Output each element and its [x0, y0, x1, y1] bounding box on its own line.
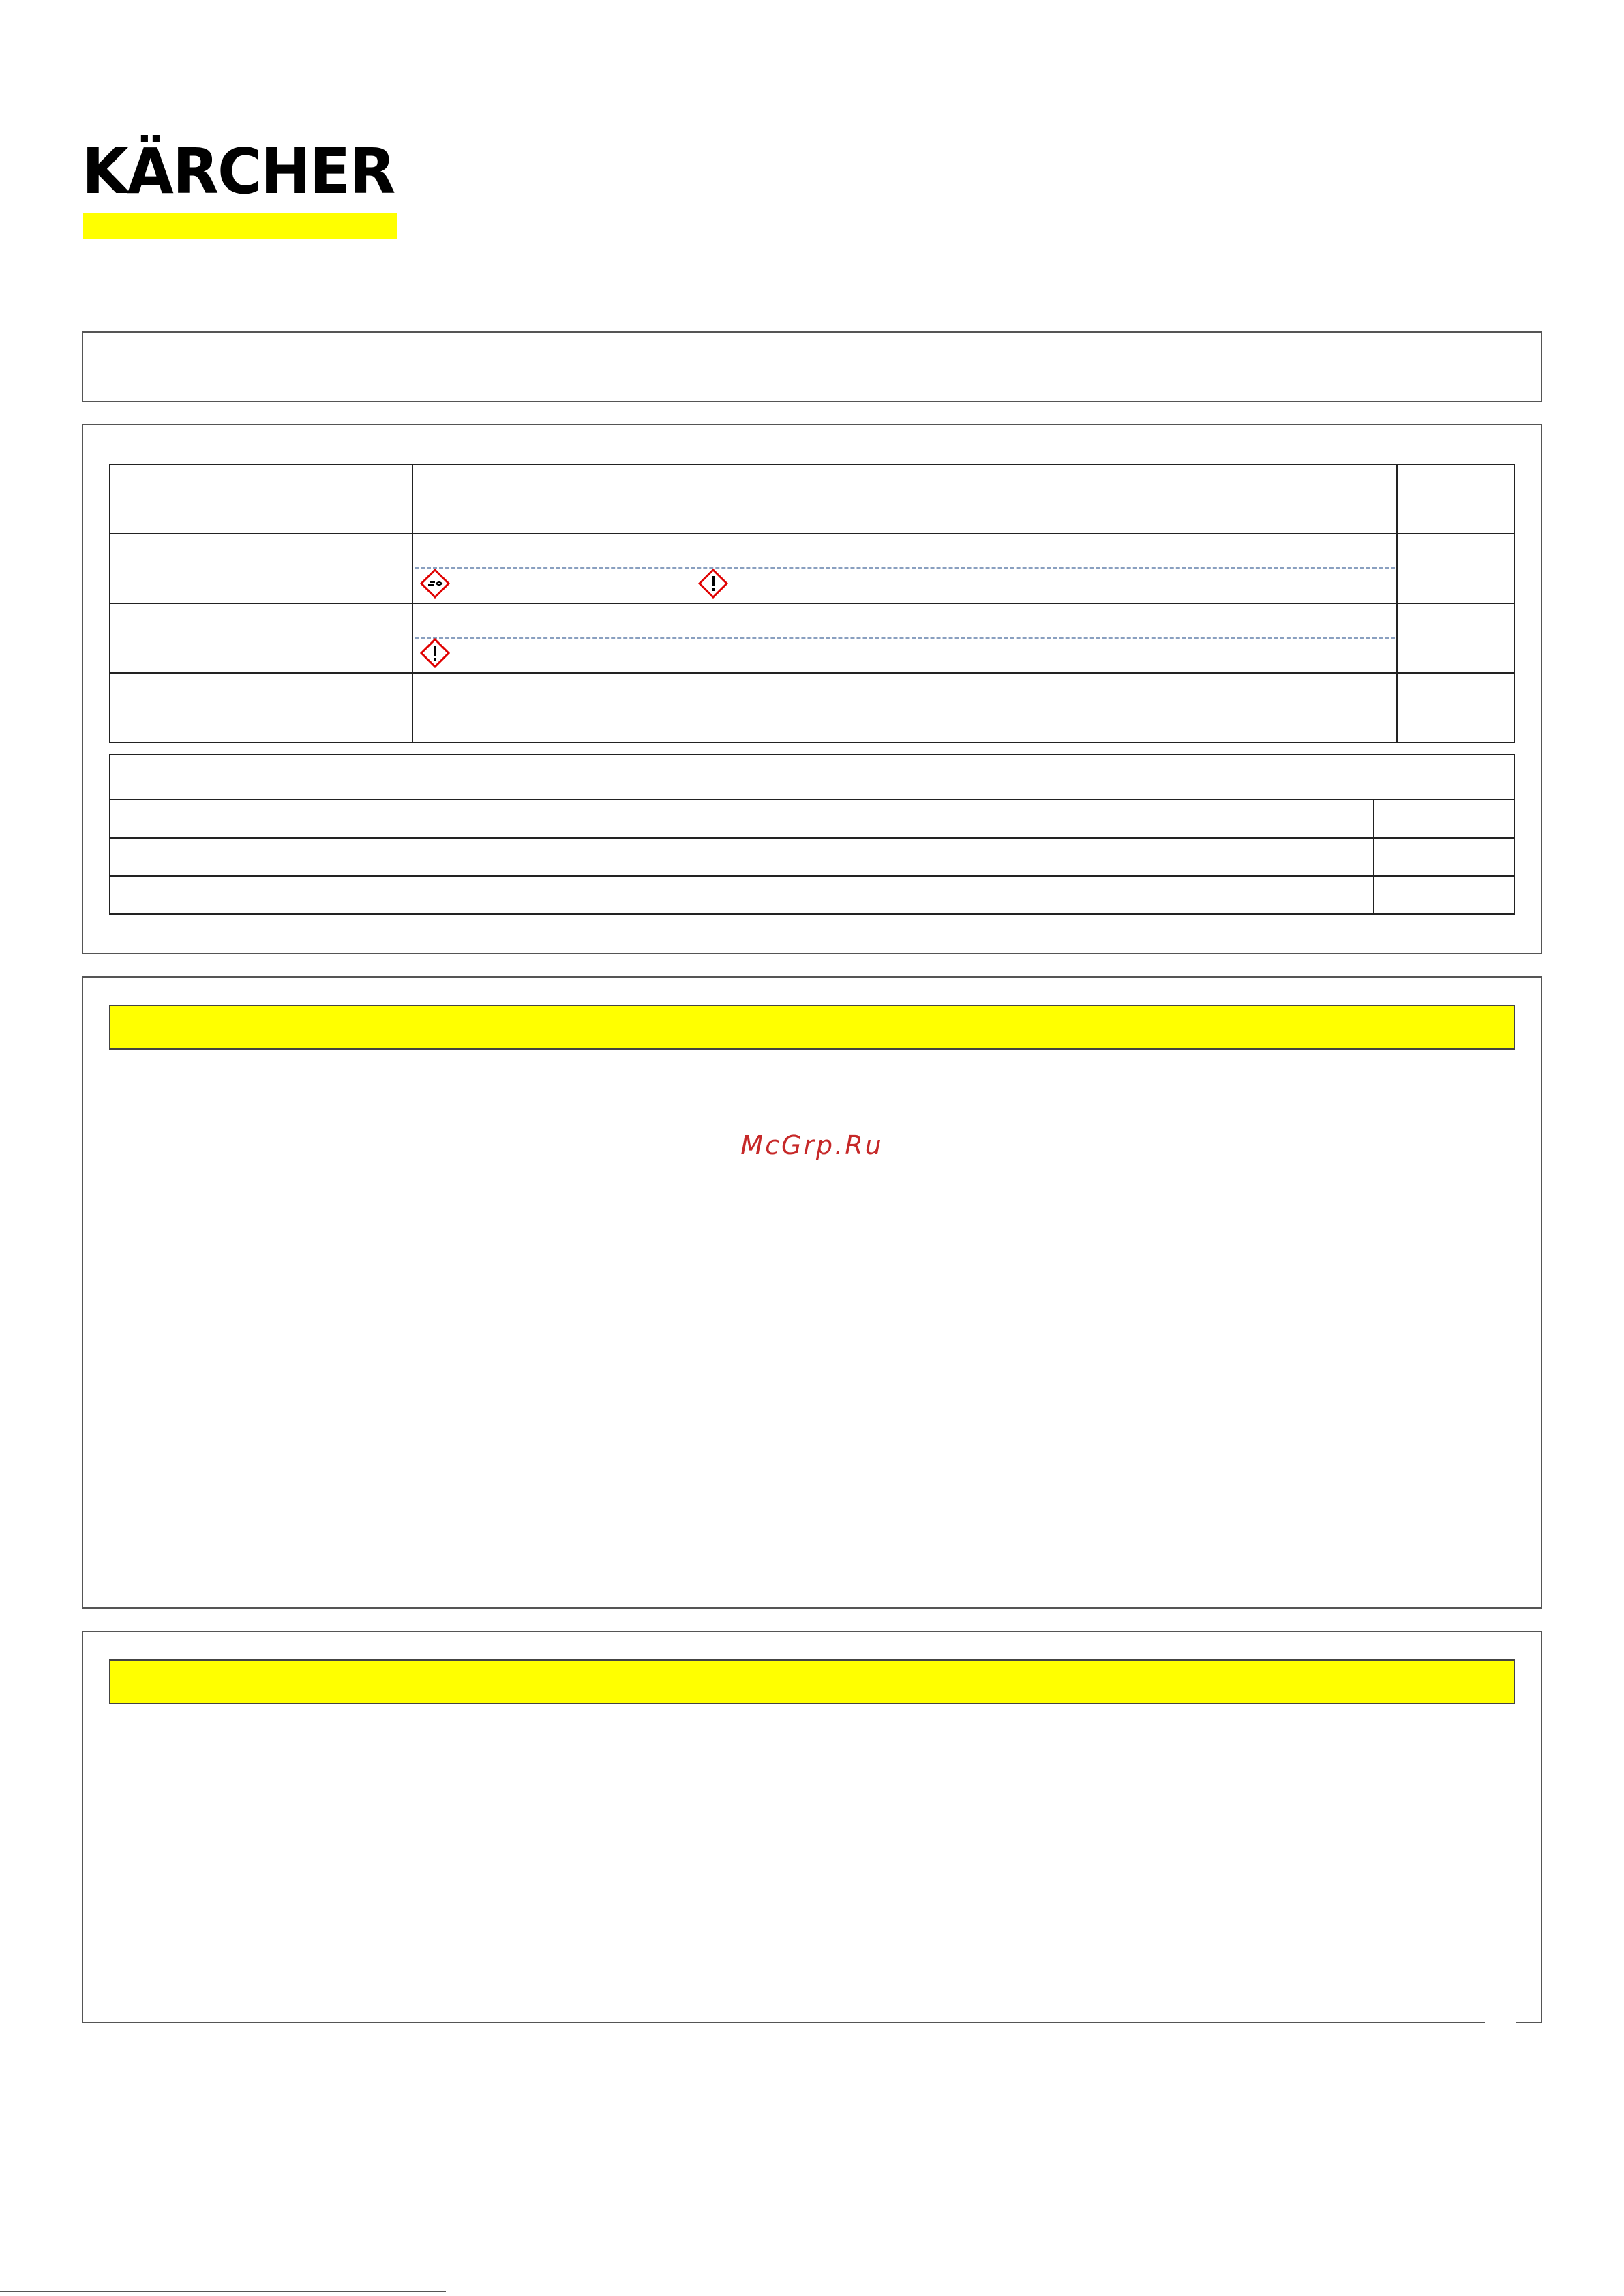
subtable-cell: [1373, 837, 1515, 877]
watermark-text: McGrp.Ru: [740, 1130, 884, 1160]
table-cell: [109, 533, 413, 604]
table-cell: [109, 464, 413, 534]
section-3-heading-bar: [109, 1659, 1515, 1704]
table-cell: [1396, 533, 1515, 604]
table-cell: [1396, 672, 1515, 743]
table-cell: [412, 464, 1398, 534]
subtable-cell: [109, 837, 1374, 877]
document-header-box: [82, 331, 1542, 402]
section-3-notch: [1485, 2018, 1516, 2026]
footer-rule: [0, 2291, 446, 2292]
section-2-box: [82, 976, 1542, 1609]
exclamation-hazard-icon: [420, 638, 450, 668]
brand-logo: KÄRCHER: [82, 135, 395, 208]
brand-logo-underline: [83, 213, 397, 239]
subtable-cell: [109, 799, 1374, 839]
table-cell: [412, 672, 1398, 743]
table-cell: [109, 603, 413, 674]
subtable-cell: [1373, 875, 1515, 915]
section-2-heading-bar: [109, 1005, 1515, 1050]
subtable-header: [109, 754, 1515, 800]
row-separator: [415, 567, 1395, 569]
table-cell: [1396, 603, 1515, 674]
row-separator: [415, 637, 1395, 639]
table-cell: [109, 672, 413, 743]
subtable-cell: [1373, 799, 1515, 839]
environment-hazard-icon: [420, 569, 450, 599]
exclamation-hazard-icon: [698, 569, 728, 599]
subtable-cell: [109, 875, 1374, 915]
table-cell: [1396, 464, 1515, 534]
